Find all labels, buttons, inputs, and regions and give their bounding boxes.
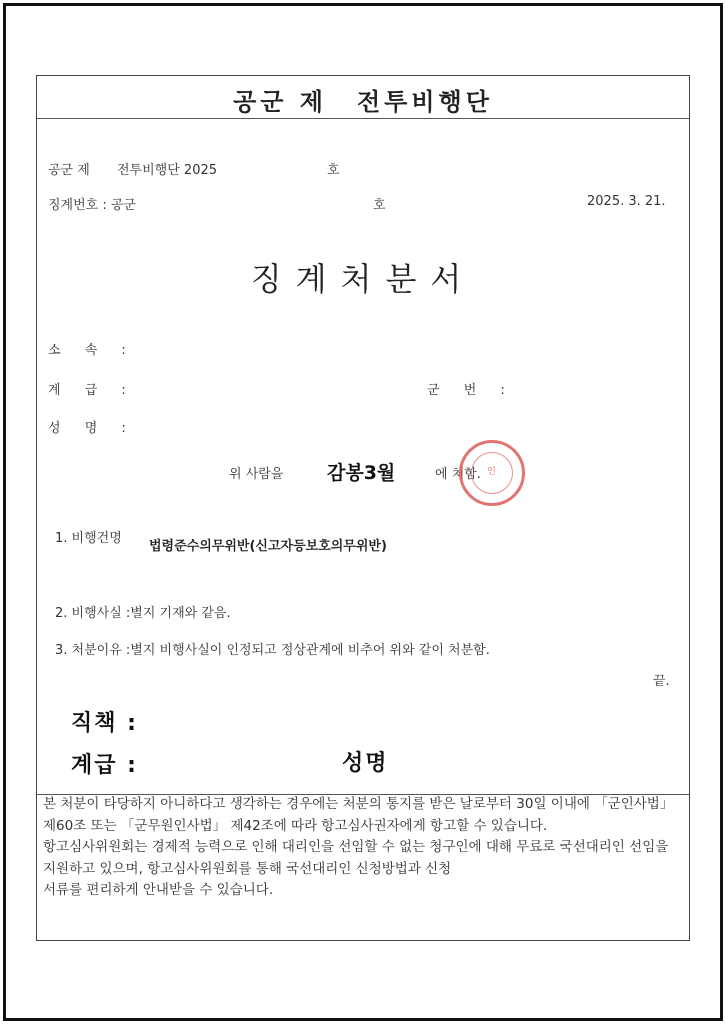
seal-text: 인 [487, 467, 497, 477]
sentence-prefix: 위 사람을 [229, 467, 284, 482]
document-header [37, 82, 689, 117]
affiliation-label: 소 속 : [48, 343, 136, 358]
end-mark: 끝. [653, 674, 670, 689]
penalty-text: 감봉3월 [327, 462, 396, 484]
sentence-suffix: 에 처함. [435, 467, 481, 482]
rank-label: 계 급 : [48, 383, 136, 398]
discipline-number-suffix: 호 [373, 198, 386, 213]
discipline-number-label: 징계번호 : 공군 [48, 198, 136, 213]
service-number-label: 군 번 : [427, 383, 515, 398]
item2-text: 2. 비행사실 :별지 기재와 같음. [55, 606, 231, 621]
document-date: 2025. 3. 21. [587, 194, 666, 209]
appeal-notice [43, 794, 683, 902]
official-seal [459, 440, 525, 506]
signature-rank-label: 계급 : [71, 753, 138, 778]
position-label: 직책 : [71, 711, 138, 736]
header-org-part2: 전투비행단 [357, 88, 493, 116]
item1-label: 1. 비행건명 [55, 531, 122, 546]
doc-number-unit: 전투비행단 2025 [117, 163, 218, 178]
disciplinary-document [36, 75, 690, 941]
document-title: 징계처분서 [250, 260, 476, 298]
signature-name-label: 성명 [342, 751, 389, 776]
notice-paragraph-3: 서류를 편리하게 안내받을 수 있습니다. [43, 882, 274, 898]
header-divider [37, 118, 689, 119]
name-label: 성 명 : [48, 421, 136, 436]
item1-value: 법령준수의무위반(신고자등보호의무위반) [149, 539, 387, 554]
doc-number-prefix: 공군 제 [48, 163, 90, 178]
notice-paragraph-1: 본 처분이 타당하지 아니하다고 생각하는 경우에는 처분의 통지를 받은 날로부터 30일 이내에 「군인사법」 제60조 또는 「군무원인사법」 제42조에 따라 항고심사권자에게 항고할 수 있습니다. [43, 796, 674, 834]
header-org-part1: 공군 제 [233, 88, 327, 116]
item3-text: 3. 처분이유 :별지 비행사실이 인정되고 정상관계에 비추어 위와 같이 처분함. [55, 643, 490, 658]
doc-number-suffix: 호 [327, 163, 340, 178]
notice-paragraph-2: 항고심사위원회는 경제적 능력으로 인해 대리인을 선임할 수 없는 청구인에 대해 무료로 국선대리인 선임을 지원하고 있으며, 항고심사위원회를 통해 국선대리인 신청방법과 신청 [43, 839, 669, 877]
